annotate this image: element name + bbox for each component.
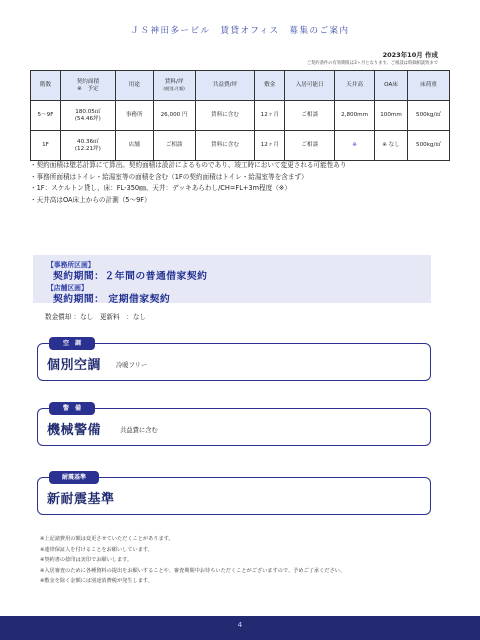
office-contract-term: 契約期間：２年間の普通借家契約	[53, 271, 208, 282]
table-header-row	[31, 71, 450, 101]
cell-area-tsubo: (54.46坪)	[74, 115, 101, 122]
th-floor: 階数	[31, 71, 61, 101]
feature-label: 空 調	[49, 337, 95, 350]
feature-title: 機械警備	[47, 423, 102, 438]
notes-list	[30, 160, 460, 206]
cell-load: 500kg/㎡	[408, 131, 450, 161]
note-item: ・事務所面積はトイレ・給湯室等の面積を含む（1Fの契約面積はトイレ・給湯室等を含まず）	[30, 172, 308, 181]
th-rent-main: 賃料/坪	[164, 79, 184, 86]
cell-ceiling: 2,800mm	[335, 101, 375, 131]
cell-area-sqm: 180.05㎡	[75, 108, 101, 115]
contract-panel	[33, 255, 431, 303]
shop-contract-term: 契約期間： 定期借家契約	[53, 294, 171, 305]
cell-move-in: ご相談	[285, 101, 335, 131]
document-title: ＪＳ神田多ービル 賃貸オフィス 募集のご案内	[130, 26, 350, 36]
cell-floor: 1F	[31, 131, 61, 161]
creation-date: 2023年10月 作成	[382, 51, 438, 59]
cell-common: 賃料に含む	[195, 101, 255, 131]
th-deposit: 敷金	[255, 71, 285, 101]
cell-floor: 5〜9F	[31, 101, 61, 131]
cell-use: 事務所	[115, 101, 153, 131]
feature-label: 耐震基準	[49, 471, 99, 484]
feature-box-seismic	[37, 474, 431, 515]
th-area	[60, 71, 115, 101]
page-footer	[0, 616, 480, 640]
footnote-item: ※敷金を除く金額には別途消費税が発生します。	[40, 578, 153, 585]
shop-section-tag: 【店舗区画】	[47, 284, 88, 292]
cell-move-in: ご相談	[285, 131, 335, 161]
table-row	[31, 101, 450, 131]
feature-note: 共益費に含む	[120, 427, 158, 434]
validity-note: ご契約条件の有効期限は3ヶ月となります。ご相談は時価相談致まで	[306, 61, 438, 66]
th-oa: OA床	[375, 71, 408, 101]
cell-area-sqm: 40.36㎡	[77, 138, 99, 145]
cell-area-tsubo: (12.21坪)	[74, 145, 101, 152]
cell-rent: 26,000 円	[153, 101, 195, 131]
th-ceiling: 天井高	[335, 71, 375, 101]
th-area-main: 契約面積	[76, 78, 100, 85]
note-item: ・1F：スケルトン貸し、床：FL-350㎜、天井：デッキあらわし/CH=FL+3m程度（※）	[30, 184, 291, 193]
cell-rent: ご相談	[153, 131, 195, 161]
cell-load: 500kg/㎡	[408, 101, 450, 131]
deposit-terms: 数金償却 ：なし 更新料 ：なし	[45, 313, 147, 321]
spec-table	[30, 70, 450, 161]
table-row	[31, 131, 450, 161]
cell-deposit: 12ヶ月	[255, 131, 285, 161]
office-section-tag: 【事務所区画】	[47, 261, 95, 269]
note-item: ・契約面積は壁芯計算にて算出。契約面積は設計によるものであり、竣工時において変更される可能性あり	[30, 161, 347, 169]
cell-use: 店舗	[115, 131, 153, 161]
cell-area	[60, 131, 115, 161]
note-item: ・天井高はOA床上からの計測（5〜9F）	[30, 195, 151, 204]
footnote-item: ※連帯保証人を付けることをお願いしています。	[40, 546, 153, 553]
feature-label: 警 備	[49, 402, 95, 415]
th-move-in: 入居可能日	[285, 71, 335, 101]
cell-oa: ※ なし	[375, 131, 408, 161]
page-number: 4	[237, 621, 243, 629]
th-load: 床荷重	[408, 71, 450, 101]
feature-note: 冷暖フリー	[116, 362, 148, 369]
cell-oa: 100mm	[375, 101, 408, 131]
th-rent	[153, 71, 195, 101]
th-rent-sub: (税別,月額)	[163, 86, 185, 92]
cell-common: 賃料に含む	[195, 131, 255, 161]
feature-title: 個別空調	[47, 358, 102, 373]
th-use: 用途	[115, 71, 153, 101]
footnote-item: ※入居審査のために各種資料の提出をお願いすることや、審査期間中お待ちいただくことがございますので、予めご了承ください。	[40, 567, 346, 574]
feature-box-aircon	[37, 340, 431, 381]
footnote-item: ※上記諸費用の額は変更させていただくことがあります。	[40, 536, 174, 542]
th-area-sub: ※ 予定	[77, 85, 99, 92]
cell-area	[60, 101, 115, 131]
feature-box-security	[37, 405, 431, 446]
footnote-item: ※契約書の捺印は実印でお願いします。	[40, 557, 133, 564]
feature-title: 新耐震基準	[47, 492, 115, 507]
th-common: 共益費/坪	[195, 71, 255, 101]
footnotes	[40, 534, 460, 587]
cell-deposit: 12ヶ月	[255, 101, 285, 131]
cell-ceiling: ※	[335, 131, 375, 161]
